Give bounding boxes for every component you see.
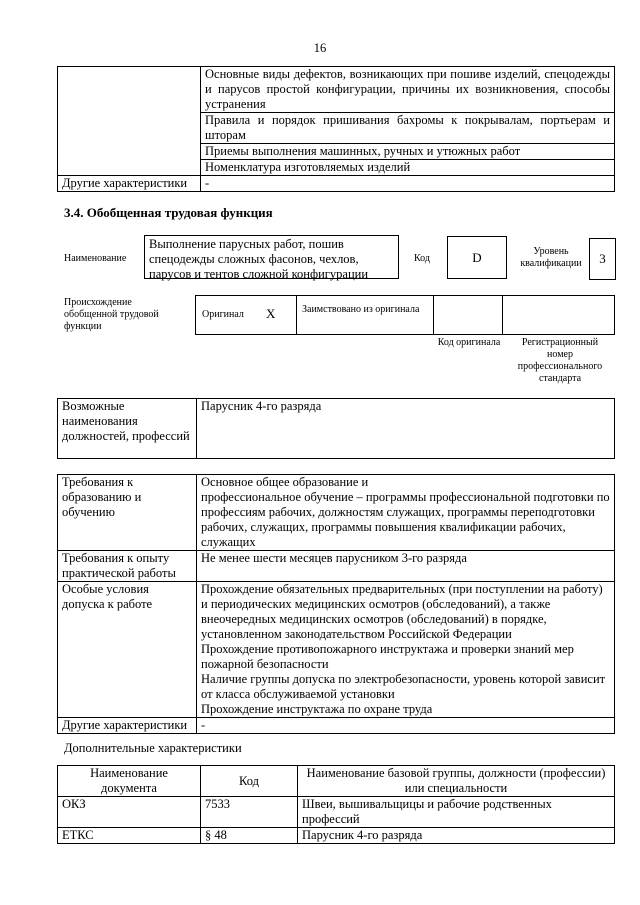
knowledge-item: Основные виды дефектов, возникающих при пошиве изделий, спецодежды и парусов простой конфигурации, причины их возникновения, способы устранения (201, 67, 615, 113)
additional-title: Дополнительные характеристики (64, 741, 242, 755)
other-characteristics-value: - (201, 176, 615, 192)
special-condition-line: Наличие группы допуска по электробезопасности, уровень которой зависит от класса обслуживаемой установки (201, 672, 606, 701)
origin-label: Происхождение обобщенной трудовой функции (64, 297, 159, 332)
knowledge-item: Приемы выполнения машинных, ручных и утюжных работ (201, 144, 615, 160)
additional-table (57, 765, 615, 844)
special-condition-line: Прохождение обязательных предварительных (при поступлении на работу) и периодических медицинских осмотров (обследований), а также внеочередных медицинских осмотров (обследований) в порядке, установленном законодательством Российской Федерации (201, 582, 603, 641)
experience-value: Не менее шести месяцев парусником 3-го разряда (197, 551, 615, 582)
table-cell: ЕТКС (58, 828, 201, 844)
header-group-name: Наименование базовой группы, должности (профессии) или специальности (298, 766, 615, 797)
gtf-code-value: D (447, 236, 507, 279)
origin-divider (433, 295, 434, 335)
other-characteristics-label: Другие характеристики (58, 718, 197, 734)
education-value (197, 475, 615, 551)
requirements-table (57, 474, 615, 734)
page-number: 16 (313, 41, 327, 55)
other-characteristics-label: Другие характеристики (58, 176, 201, 192)
code-original-caption: Код оригинала (437, 337, 501, 348)
name-label: Наименование (64, 253, 127, 264)
section-title: 3.4. Обобщенная трудовая функция (64, 205, 273, 220)
experience-label: Требования к опыту практической работы (58, 551, 197, 582)
table-cell: Парусник 4-го разряда (298, 828, 615, 844)
positions-table (57, 398, 615, 459)
knowledge-label-cell (58, 67, 201, 176)
table-cell: Швеи, вышивальщицы и рабочие родственных профессий (298, 797, 615, 828)
education-line: Основное общее образование и (201, 475, 369, 489)
registration-number-caption: Регистрационный номер профессионального стандарта (517, 337, 603, 384)
knowledge-item: Правила и порядок пришивания бахромы к покрывалам, портьерам и шторам (201, 113, 615, 144)
code-label: Код (414, 253, 430, 264)
header-document: Наименование документа (58, 766, 201, 797)
borrowed-label: Заимствовано из оригинала (302, 304, 420, 315)
original-label: Оригинал (202, 309, 244, 320)
gtf-level-value: 3 (589, 238, 616, 280)
gtf-name-value: Выполнение парусных работ, пошив спецодежды сложных фасонов, чехлов, парусов и тентов сложной конфигурации (144, 235, 399, 279)
special-condition-line: Прохождение инструктажа по охране труда (201, 702, 433, 716)
table-cell: ОКЗ (58, 797, 201, 828)
special-condition-line: Прохождение противопожарного инструктажа и проверки знаний мер пожарной безопасности (201, 642, 574, 671)
table-cell: § 48 (201, 828, 298, 844)
header-code: Код (201, 766, 298, 797)
special-conditions-value (197, 582, 615, 718)
other-characteristics-value: - (197, 718, 615, 734)
origin-divider (502, 295, 503, 335)
positions-label: Возможные наименования должностей, профессий (58, 399, 197, 459)
education-line: профессиональное обучение – программы профессиональной подготовки по профессиям рабочих, должностям служащих, программы переподготовки рабочих, служащих, программы повышения квалификации рабочих, служащих (201, 490, 610, 549)
original-mark: X (266, 306, 276, 321)
table-cell: 7533 (201, 797, 298, 828)
knowledge-table (57, 66, 615, 192)
positions-value: Парусник 4-го разряда (197, 399, 615, 459)
special-conditions-label: Особые условия допуска к работе (58, 582, 197, 718)
knowledge-item: Номенклатура изготовляемых изделий (201, 160, 615, 176)
level-label: Уровень квалификации (520, 246, 582, 269)
origin-divider (296, 295, 297, 335)
education-label: Требования к образованию и обучению (58, 475, 197, 551)
